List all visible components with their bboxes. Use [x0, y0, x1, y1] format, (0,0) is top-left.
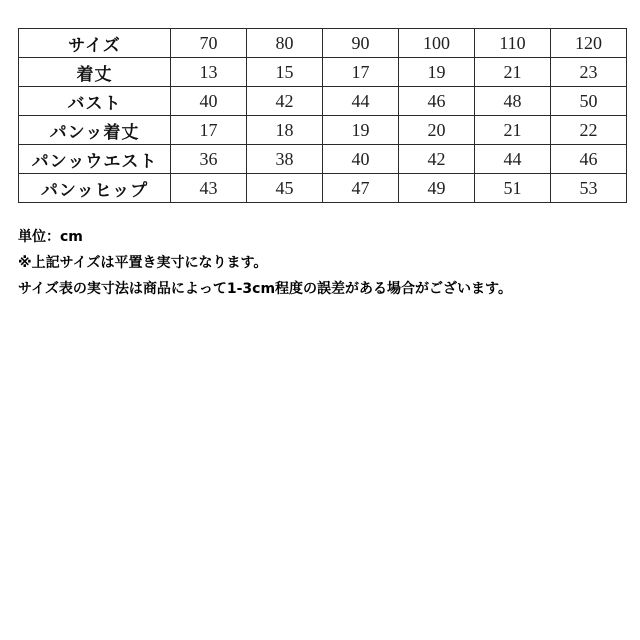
table-cell: 40: [171, 87, 247, 116]
table-cell: 53: [551, 174, 627, 203]
unit-note: 単位：cm: [18, 229, 83, 245]
table-row: [19, 145, 627, 174]
table-cell: 19: [323, 116, 399, 145]
table-cell: 48: [475, 87, 551, 116]
table-cell: 21: [475, 116, 551, 145]
tolerance-note: サイズ表の実寸法は商品によって1-3cm程度の誤差がある場合がございます。: [18, 281, 512, 297]
table-cell: 23: [551, 58, 627, 87]
table-cell: 15: [247, 58, 323, 87]
table-cell: 45: [247, 174, 323, 203]
table-cell: 46: [551, 145, 627, 174]
row-label: パンッヒップ: [19, 174, 171, 203]
table-cell: 17: [323, 58, 399, 87]
table-cell: 36: [171, 145, 247, 174]
table-row: [19, 174, 627, 203]
row-label: パンッ着丈: [19, 116, 171, 145]
table-cell: 42: [247, 87, 323, 116]
size-header-cell: 70: [171, 29, 247, 58]
table-cell: 47: [323, 174, 399, 203]
notes-block: [18, 224, 628, 302]
table-cell: 43: [171, 174, 247, 203]
size-header-label: サイズ: [19, 29, 171, 58]
table-cell: 44: [475, 145, 551, 174]
table-cell: 21: [475, 58, 551, 87]
row-label: 着丈: [19, 58, 171, 87]
table-cell: 17: [171, 116, 247, 145]
table-row: [19, 116, 627, 145]
table-cell: 40: [323, 145, 399, 174]
table-cell: 18: [247, 116, 323, 145]
size-header-cell: 120: [551, 29, 627, 58]
table-cell: 44: [323, 87, 399, 116]
table-cell: 22: [551, 116, 627, 145]
row-label: パンッウエスト: [19, 145, 171, 174]
table-cell: 42: [399, 145, 475, 174]
table-row: [19, 87, 627, 116]
size-header-row: [19, 29, 627, 58]
size-table: [18, 28, 627, 203]
table-cell: 38: [247, 145, 323, 174]
size-header-cell: 90: [323, 29, 399, 58]
row-label: バスト: [19, 87, 171, 116]
size-header-cell: 110: [475, 29, 551, 58]
table-row: [19, 58, 627, 87]
table-cell: 51: [475, 174, 551, 203]
table-cell: 13: [171, 58, 247, 87]
table-cell: 46: [399, 87, 475, 116]
table-cell: 50: [551, 87, 627, 116]
table-cell: 19: [399, 58, 475, 87]
table-cell: 20: [399, 116, 475, 145]
measurement-note: ※上記サイズは平置き実寸になります。: [18, 255, 268, 271]
table-cell: 49: [399, 174, 475, 203]
size-header-cell: 80: [247, 29, 323, 58]
size-header-cell: 100: [399, 29, 475, 58]
